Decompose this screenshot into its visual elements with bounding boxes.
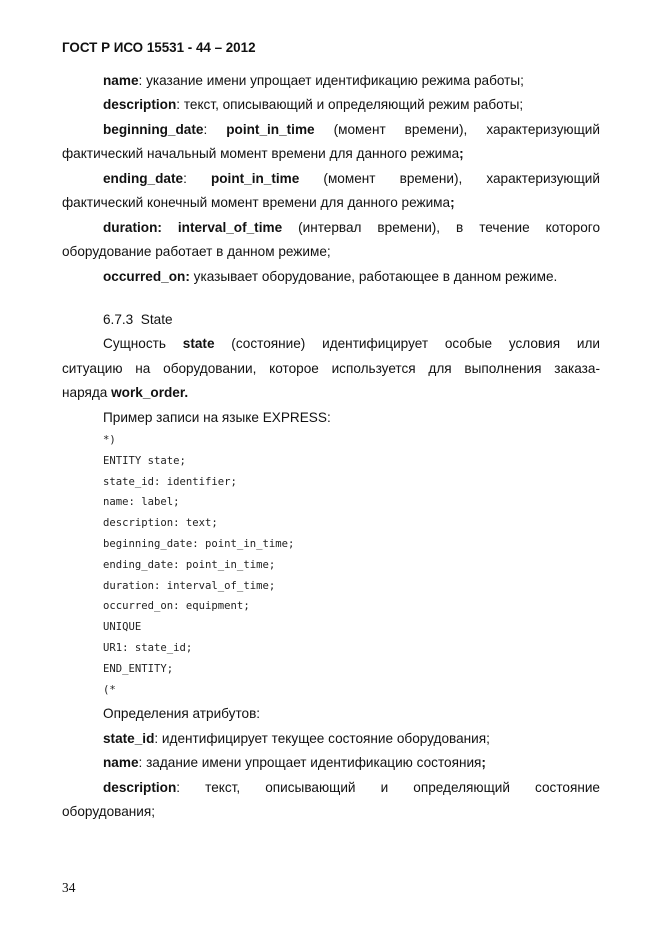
- term: beginning_date: [103, 122, 204, 137]
- attr-duration-def: duration: interval_of_time (интервал времени), в течение которого: [103, 220, 600, 235]
- term: work_order.: [111, 385, 189, 400]
- term: occurred_on:: [103, 269, 190, 284]
- attr-name-def: name: указание имени упрощает идентификацию режима работы;: [103, 73, 524, 88]
- code-line: beginning_date: point_in_time;: [103, 538, 295, 550]
- attr-name-def: name: задание имени упрощает идентификацию состояния;: [103, 755, 486, 770]
- code-line: description: text;: [103, 517, 218, 530]
- attr-beginning-date-def: beginning_date: point_in_time (момент времени), характеризующий: [103, 122, 600, 137]
- type: interval_of_time: [177, 220, 283, 235]
- attributes-heading: Определения атрибутов:: [103, 706, 261, 721]
- paragraph-line: Сущность state (состояние) идентифицирует особые условия или: [103, 336, 600, 351]
- attr-state-id-def: state_id: идентифицирует текущее состояние оборудования;: [103, 731, 490, 746]
- attr-occurred-on-def: occurred_on: указывает оборудование, работающее в данном режиме.: [103, 269, 558, 284]
- code-line: occurred_on: equipment;: [103, 600, 250, 613]
- attr-duration-cont: оборудование работает в данном режиме;: [62, 244, 331, 259]
- term: ending_date: [103, 171, 184, 186]
- code-line: state_id: identifier;: [103, 475, 237, 488]
- code-line: END_ENTITY;: [103, 662, 174, 675]
- section-title: State: [140, 312, 173, 327]
- code-line: UNIQUE: [103, 621, 142, 634]
- term: state: [182, 336, 215, 351]
- attr-description-def: description: текст, описывающий и определяющий режим работы;: [103, 97, 524, 112]
- document-header: ГОСТ Р ИСО 15531 - 44 – 2012: [62, 40, 256, 55]
- term: duration:: [103, 220, 162, 235]
- code-line: ending_date: point_in_time;: [103, 558, 276, 571]
- attr-ending-date-def: ending_date: point_in_time (момент времени), характеризующий: [103, 171, 600, 186]
- page-number: 34: [62, 880, 76, 895]
- attr-ending-date-cont: фактический конечный момент времени для данного режима;: [62, 195, 455, 210]
- code-line: ENTITY state;: [103, 454, 186, 467]
- type: point_in_time: [210, 171, 300, 186]
- type: point_in_time: [226, 122, 315, 137]
- section-heading: [103, 312, 600, 327]
- paragraph-line: наряда work_order.: [62, 385, 189, 400]
- section-number: 6.7.3: [103, 312, 134, 327]
- term: state_id: [103, 731, 155, 746]
- code-line: *): [103, 434, 116, 446]
- term: description: [103, 780, 177, 795]
- code-line: duration: interval_of_time;: [103, 579, 276, 592]
- attr-description-def: description: текст, описывающий и определяющий состояние: [103, 780, 600, 795]
- code-line: (*: [103, 683, 116, 696]
- paragraph-line: ситуацию на оборудовании, которое используется для выполнения заказа-: [62, 361, 600, 376]
- term: description: [103, 97, 177, 112]
- attr-description-cont: оборудования;: [62, 804, 156, 819]
- term: name: [103, 73, 139, 88]
- code-line: UR1: state_id;: [103, 642, 193, 654]
- term: name: [103, 755, 139, 770]
- code-line: name: label;: [103, 496, 180, 509]
- attr-beginning-date-cont: фактический начальный момент времени для данного режима;: [62, 146, 464, 161]
- example-intro: Пример записи на языке EXPRESS:: [103, 410, 331, 425]
